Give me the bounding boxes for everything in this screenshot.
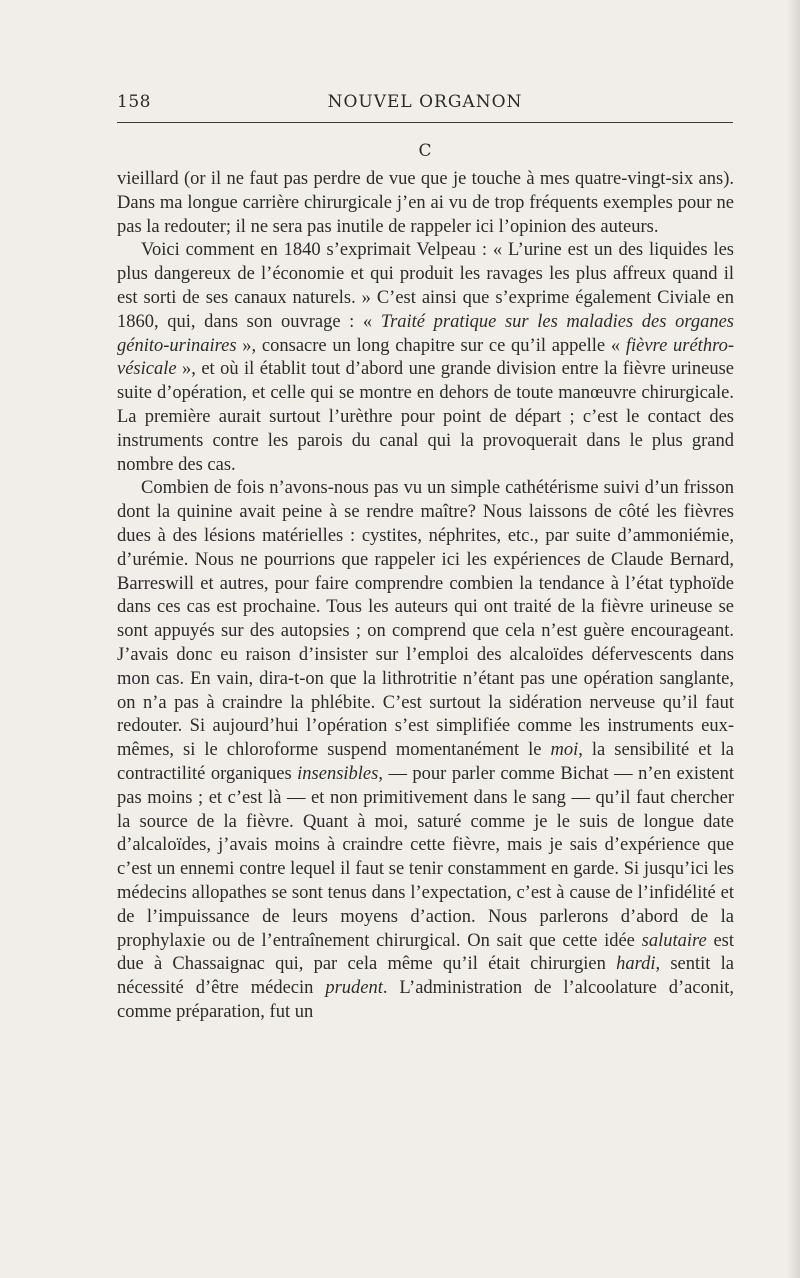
paragraph — [117, 239, 734, 477]
text-run: , la sensibilité et la contractilité organiques — [117, 740, 734, 784]
text-run: vieillard (or il ne faut pas perdre de vue que je touche à mes quatre-vingt-six ans). Dans ma longue carrière chirurgicale j’en ai vu de trop fréquents exemples pour ne pas la redouter; il ne sera pas inutile de rappeler ici l’opinion des auteurs. — [117, 169, 734, 237]
italic-text: prudent — [325, 978, 383, 999]
header-rule — [117, 122, 733, 123]
body-text — [117, 168, 734, 1025]
paragraph — [117, 168, 734, 239]
text-run: est due à Chassaignac qui, par cela même qu’il était chirurgien — [117, 930, 734, 975]
page-edge-shadow — [786, 0, 800, 1278]
text-run: Voici comment en 1840 s’exprimait Velpeau : « L’urine est un des liquides les plus dangereux de l’économie et qui produit les ravages les plus affreux quand il est sorti de ses canaux naturels. » C’est ainsi que s’exprime également Civiale en 1860, qui, dans son ouvrage : « — [117, 240, 734, 332]
text-run: , sentit la nécessité d’être médecin — [117, 954, 734, 999]
paragraph — [117, 477, 734, 1024]
page-number: 158 — [117, 92, 151, 112]
italic-text: Traité pratique sur les maladies des organes génito-urinaires — [117, 311, 735, 356]
running-title: NOUVEL ORGANON — [327, 92, 523, 112]
text-run: Combien de fois n’avons-nous pas vu un simple cathétérisme suivi d’un frisson dont la quinine avait peine à se rendre maître? Nous laissons de côté les fièvres dues à des lésions matérielles : cystites, néphrites, etc., par suite d’ammoniémie, d’urémie. Nous ne pourrions que rappeler ici les expériences de Claude Bernard, Barreswill et autres, pour faire comprendre combien la tendance à l’état typhoïde dans ces cas est prochaine. Tous les auteurs qui ont traité de la fièvre urineuse se sont appuyés sur des autopsies ; on comprend que cela n’est guère encourageant. J’avais donc eu raison d’insister sur l’emploi des alcaloïdes défervescents dans mon cas. En vain, dira-t-on que la lithrotritie n’étant pas une opération sanglante, on n’a pas à craindre la phlébite. C’est surtout la sidération nerveuse qu’il faut redouter. Si aujourd’hui l’opération s’est simplifiée comme les instruments eux-mêmes, si le chloroforme suspend momentanément le — [117, 478, 734, 761]
italic-text: insensibles — [297, 763, 379, 784]
signature-mark: C — [418, 141, 432, 161]
italic-text: salutaire — [641, 930, 707, 951]
text-run: », et où il établit tout d’abord une grande division entre la fièvre urineuse suite d’opération, et celle qui se montre en dehors de toute manœuvre chirurgicale. La première aurait surtout l’urèthre pour point de départ ; c’est le contact des instruments contre les parois du canal qui la provoquerait dans le plus grand nombre des cas. — [117, 359, 734, 475]
italic-text: fièvre uréthro-vésicale — [117, 335, 734, 380]
text-run: , — pour parler comme Bichat — n’en existent pas moins ; et c’est là — et non primitivement dans le sang — qu’il faut chercher la source de la fièvre. Quant à moi, saturé comme je le suis de longue date d’alcaloïdes, j’avais moins à craindre cette fièvre, mais je sais d’expérience que c’est un ennemi contre lequel il faut se tenir constamment en garde. Si jusqu’ici les médecins allopathes se sont tenus dans l’expectation, c’est à cause de l’infidélité et de l’impuissance de leurs moyens d’action. Nous parlerons d’abord de la prophylaxie ou de l’entraînement chirurgical. On sait que cette idée — [117, 763, 734, 951]
text-run: . L’administration de l’alcoolature d’aconit, comme préparation, fut un — [117, 978, 734, 1022]
text-run: », consacre un long chapitre sur ce qu’il appelle « — [236, 335, 626, 356]
italic-text: moi — [550, 740, 579, 761]
page-header — [117, 92, 733, 118]
italic-text: hardi — [616, 954, 656, 975]
